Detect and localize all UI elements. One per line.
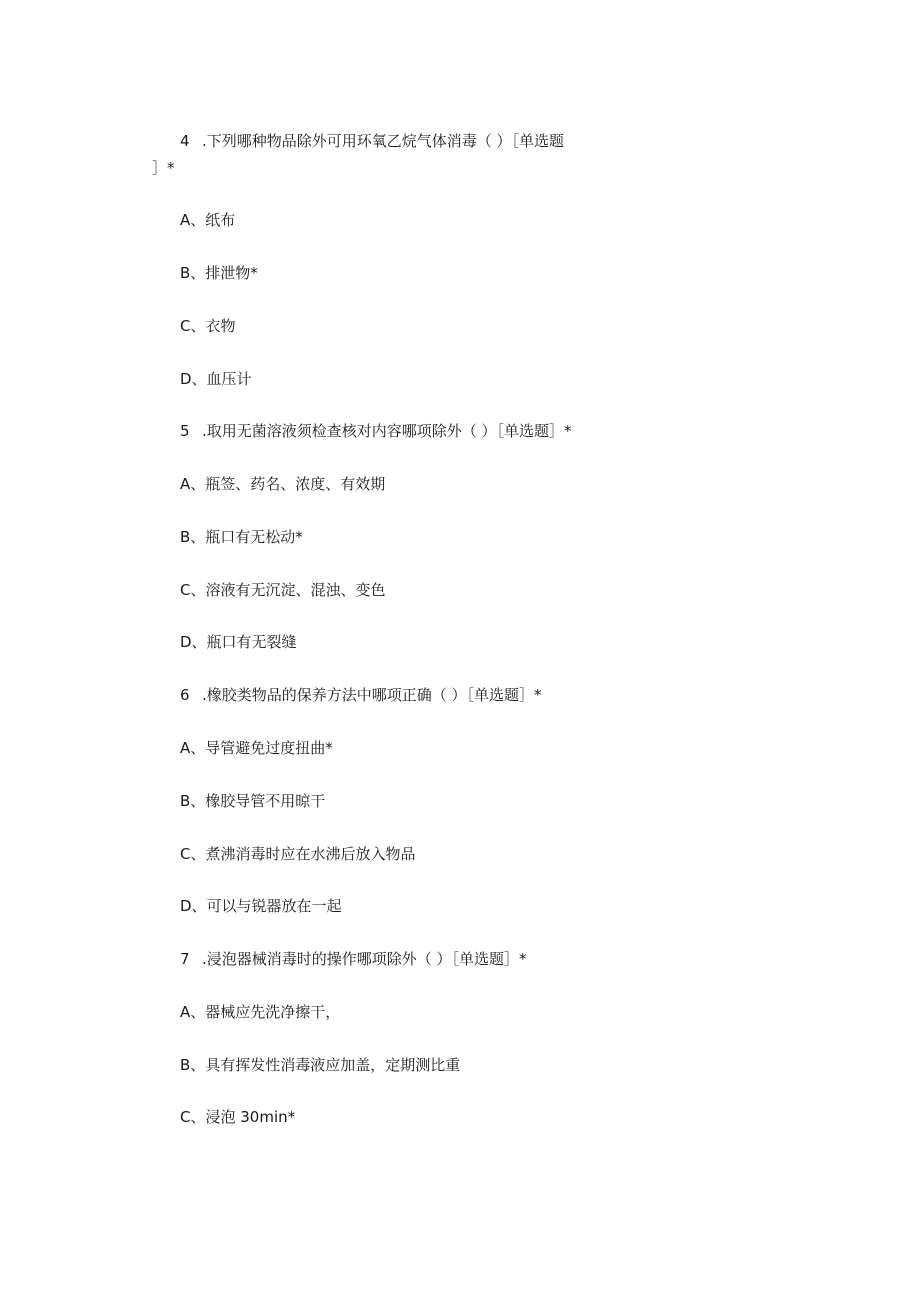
question-text: .橡胶类物品的保养方法中哪项正确（ ）［单选题］* — [202, 686, 542, 704]
question-text: .下列哪种物品除外可用环氧乙烷气体消毒（ ）［单选题 — [202, 132, 565, 150]
question-5-option-a: A、瓶签、药名、浓度、有效期 — [180, 475, 386, 493]
question-5-option-c: C、溶液有无沉淀、混浊、变色 — [180, 581, 386, 599]
question-6-option-a: A、导管避免过度扭曲* — [180, 739, 333, 757]
question-4-option-c: C、衣物 — [180, 317, 236, 335]
question-6-option-c: C、煮沸消毒时应在水沸后放入物品 — [180, 845, 416, 863]
question-7-option-a: A、器械应先洗净擦干， — [180, 1003, 341, 1021]
question-6-option-d: D、可以与锐器放在一起 — [180, 897, 342, 915]
question-4-option-a: A、纸布 — [180, 211, 236, 229]
question-7-option-b: B、具有挥发性消毒液应加盖，定期测比重 — [180, 1056, 461, 1074]
question-number: 6 — [180, 686, 190, 704]
question-6-option-b: B、橡胶导管不用晾干 — [180, 792, 326, 810]
question-number: 7 — [180, 950, 190, 968]
question-number: 5 — [180, 422, 190, 440]
question-number: 4 — [180, 132, 190, 150]
question-4-stem — [180, 131, 564, 151]
question-5-option-b: B、瓶口有无松动* — [180, 528, 303, 546]
question-5-option-d: D、瓶口有无裂缝 — [180, 633, 297, 651]
question-4-option-d: D、血压计 — [180, 370, 252, 388]
question-6-stem — [180, 685, 542, 705]
question-text: .浸泡器械消毒时的操作哪项除外（ ）［单选题］* — [202, 950, 527, 968]
question-4-option-b: B、排泄物* — [180, 264, 258, 282]
question-5-stem — [180, 421, 572, 441]
question-7-option-c: C、浸泡 30min* — [180, 1108, 296, 1126]
question-4-stem-tail: ］* — [152, 159, 175, 177]
question-text: .取用无菌溶液须检查核对内容哪项除外（ ）［单选题］* — [202, 422, 572, 440]
question-7-stem — [180, 949, 527, 969]
